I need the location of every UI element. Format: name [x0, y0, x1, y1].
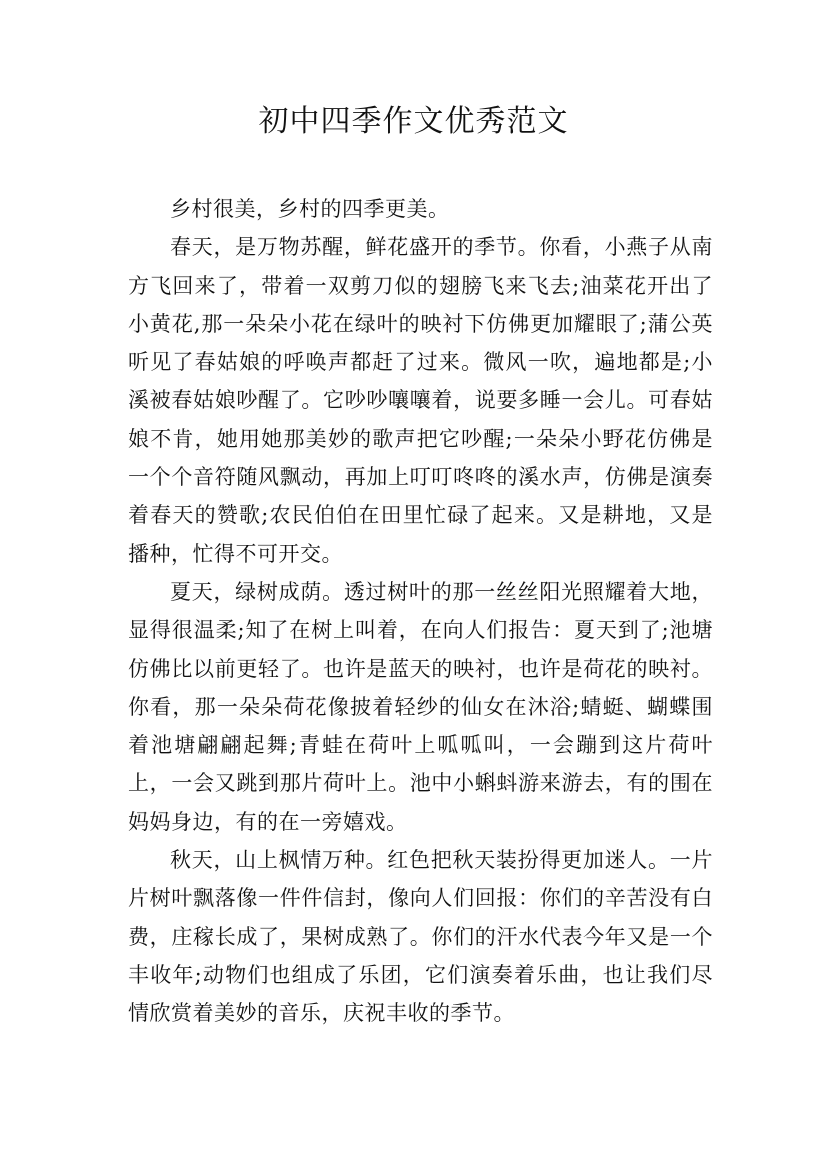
paragraph-autumn: 秋天，山上枫情万种。红色把秋天装扮得更加迷人。一片片树叶飘落像一件件信封，像向人们回报：你们的辛苦没有白费，庄稼长成了，果树成熟了。你们的汗水代表今年又是一个丰收年;动物们也组成了乐团，它们演奏着乐曲，也让我们尽情欣赏着美妙的音乐，庆祝丰收的季节。 [128, 848, 713, 1026]
paragraph-summer: 夏天，绿树成荫。透过树叶的那一丝丝阳光照耀着大地，显得很温柔;知了在树上叫着，在向人们报告：夏天到了;池塘仿佛比以前更轻了。也许是蓝天的映衬，也许是荷花的映衬。你看，那一朵朵荷花像披着轻纱的仙女在沐浴;蜻蜓、蝴蝶围着池塘翩翩起舞;青蛙在荷叶上呱呱叫，一会蹦到这片荷叶上，一会又跳到那片荷叶上。池中小蝌蚪游来游去，有的围在妈妈身边，有的在一旁嬉戏。 [128, 579, 713, 834]
document-title: 初中四季作文优秀范文 [258, 104, 569, 139]
paragraph-intro: 乡村很美，乡村的四季更美。 [170, 197, 450, 221]
paragraph-spring: 春天，是万物苏醒，鲜花盛开的季节。你看，小燕子从南方飞回来了，带着一双剪刀似的翅膀飞来飞去;油菜花开出了小黄花,那一朵朵小花在绿叶的映衬下仿佛更加耀眼了;蒲公英听见了春姑娘的呼唤声都赶了过来。微风一吹，遍地都是;小溪被春姑娘吵醒了。它吵吵嚷嚷着，说要多睡一会儿。可春姑娘不肯，她用她那美妙的歌声把它吵醒;一朵朵小野花仿佛是一个个音符随风飘动，再加上叮叮咚咚的溪水声，仿佛是演奏着春天的赞歌;农民伯伯在田里忙碌了起来。又是耕地，又是播种，忙得不可开交。 [128, 235, 713, 566]
document-body [128, 190, 713, 1033]
